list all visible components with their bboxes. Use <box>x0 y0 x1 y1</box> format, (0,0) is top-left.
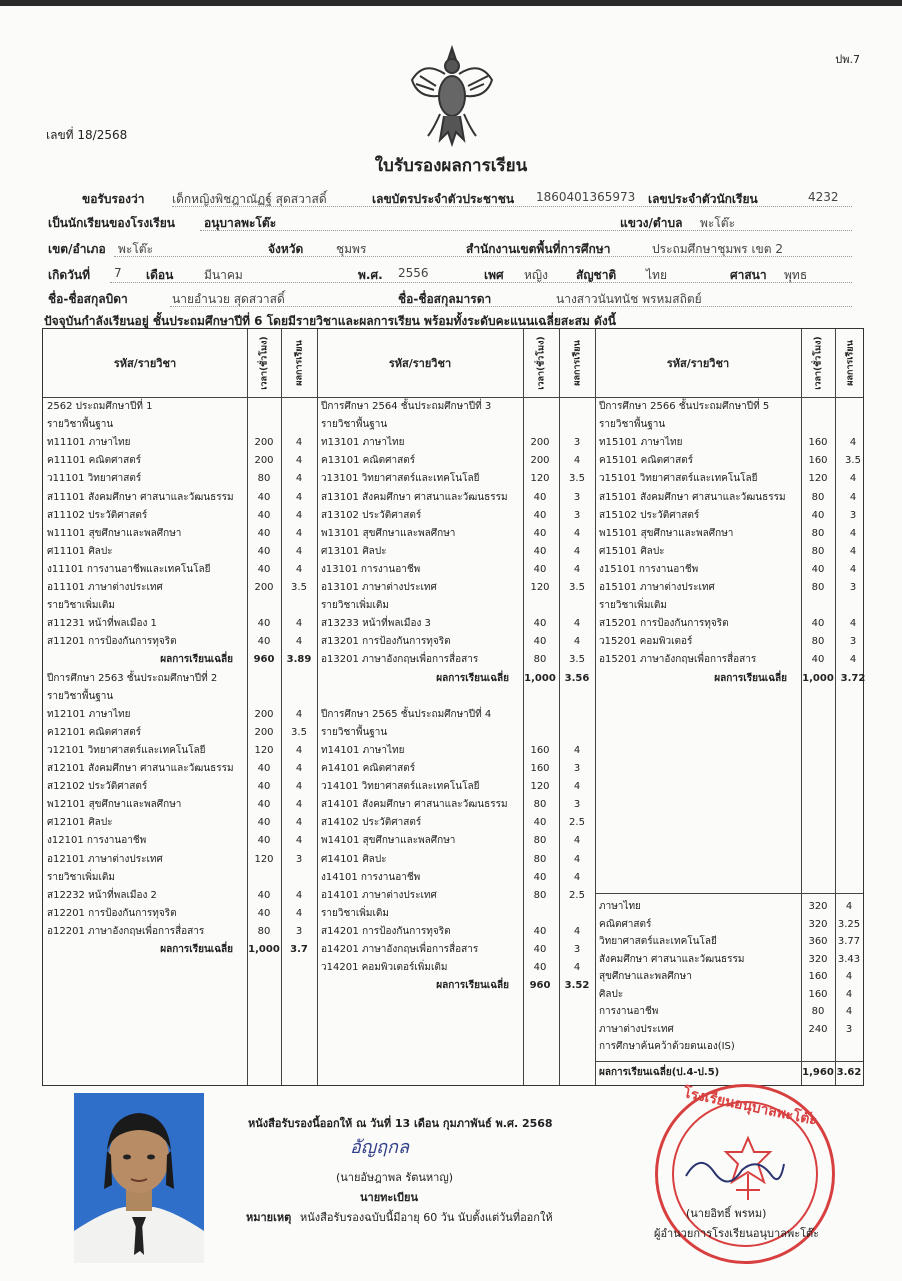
subject-name: ศ14101 ศิลปะ <box>321 853 387 865</box>
hours-value: 80 <box>533 889 547 901</box>
grade-value: 4 <box>849 545 857 557</box>
subject-name: อ15101 ภาษาต่างประเทศ <box>599 582 715 593</box>
grade-value: 4 <box>573 871 581 883</box>
subject-name: รายวิชาพื้นฐาน <box>47 690 114 702</box>
grade-value: 4 <box>573 455 581 467</box>
id-number: 1860401365973 <box>536 190 636 204</box>
hours-value: 40 <box>533 618 547 630</box>
hours-value: 40 <box>533 817 547 829</box>
summary-subject: วิทยาศาสตร์และเทคโนโลยี <box>599 936 717 947</box>
average-label: ผลการเรียนเฉลี่ย <box>436 672 509 684</box>
summary-subject: ศิลปะ <box>599 988 624 1000</box>
hours-value: 40 <box>533 636 547 648</box>
religion-label: ศาสนา <box>730 268 767 282</box>
summary-grade: 3.25 <box>837 918 861 930</box>
hours-value: 200 <box>530 455 550 467</box>
grade-value: 4 <box>295 799 303 811</box>
form-code: ปพ.7 <box>835 53 860 66</box>
grade-value: 3 <box>849 509 857 521</box>
hours-value: 80 <box>533 853 547 865</box>
hours-value: 40 <box>533 871 547 883</box>
hours-value: 80 <box>533 654 547 666</box>
grade-value: 2.5 <box>569 817 585 829</box>
hours-value: 1,000 <box>248 944 280 955</box>
grade-value: 4 <box>573 835 581 847</box>
grade-value: 3.72 <box>840 672 866 684</box>
grade-value: 4 <box>295 817 303 829</box>
hours-value: 80 <box>533 799 547 811</box>
summary-subject: ภาษาต่างประเทศ <box>599 1023 674 1035</box>
hours-value: 80 <box>811 491 825 503</box>
subject-name: ค15101 คณิตศาสตร์ <box>599 455 694 467</box>
grade-value: 3 <box>573 944 581 955</box>
statement: ปัจจุบันกำลังเรียนอยู่ ชั้นประถมศึกษาปีที่ 6 โดยมีรายวิชาและผลการเรียน พร้อมทั้งระดับคะแนนเฉลี่ยสะสม ดังนี้ <box>44 314 616 328</box>
grade-value: 4 <box>295 491 303 503</box>
grades-table <box>42 328 864 1086</box>
hours-value: 200 <box>530 437 550 449</box>
hours-value: 1,000 <box>802 672 834 684</box>
student-name: เด็กหญิงพิชฎาณัฏฐ์ สุดสวาสดิ์ <box>172 192 327 206</box>
subject-name: อ11101 ภาษาต่างประเทศ <box>47 582 163 593</box>
grade-value: 4 <box>295 509 303 521</box>
grade-value: 4 <box>573 563 581 575</box>
grade-value: 4 <box>295 835 303 847</box>
hours-value: 40 <box>257 781 271 793</box>
subject-name: ค13101 คณิตศาสตร์ <box>321 455 416 467</box>
hours-value: 40 <box>257 527 271 539</box>
grade-value: 4 <box>849 527 857 539</box>
birth-year: 2556 <box>398 266 429 280</box>
summary-hours: 240 <box>808 1023 828 1035</box>
subject-name: อ13201 ภาษาอังกฤษเพื่อการสื่อสาร <box>321 654 479 666</box>
header-hours-2: เวลา(ชั่วโมง) <box>537 336 547 390</box>
director-title: ผู้อำนวยการโรงเรียนอนุบาลพะโต๊ะ <box>654 1227 820 1240</box>
hours-value: 40 <box>257 618 271 630</box>
summary-subject: สุขศึกษาและพลศึกษา <box>599 971 692 982</box>
grade-value: 3 <box>573 763 581 774</box>
district: พะโต๊ะ <box>118 242 154 256</box>
subject-name: ง15101 การงานอาชีพ <box>599 563 699 575</box>
hours-value: 200 <box>254 455 274 467</box>
summary-total-label: ผลการเรียนเฉลี่ย(ป.4-ป.5) <box>599 1067 720 1078</box>
grade-value: 4 <box>573 744 581 756</box>
subject-name: ส11231 หน้าที่พลเมือง 1 <box>47 618 157 630</box>
birth-year-label: พ.ศ. <box>358 268 383 282</box>
hours-value: 40 <box>533 563 547 575</box>
subject-name: ส13101 สังคมศึกษา ศาสนาและวัฒนธรรม <box>321 491 508 503</box>
subject-name: ค12101 คณิตศาสตร์ <box>47 726 142 738</box>
subject-name: ส11101 สังคมศึกษา ศาสนาและวัฒนธรรม <box>47 491 234 503</box>
grade-value: 3 <box>849 636 857 648</box>
nationality: ไทย <box>646 268 667 282</box>
header-hours-3: เวลา(ชั่วโมง) <box>814 336 824 390</box>
hours-value: 40 <box>811 509 825 521</box>
birth-day: 7 <box>114 266 122 280</box>
subject-name: อ15201 ภาษาอังกฤษเพื่อการสื่อสาร <box>599 654 757 666</box>
subject-name: ส13201 การป้องกันการทุจริต <box>321 636 451 648</box>
hours-value: 80 <box>811 582 825 593</box>
hours-value: 200 <box>254 708 274 720</box>
director-name: (นายอิทธิ์ พรหม) <box>686 1207 767 1220</box>
subject-name: ท13101 ภาษาไทย <box>321 437 405 449</box>
summary-hours: 160 <box>808 988 828 1000</box>
subject-name: พ15101 สุขศึกษาและพลศึกษา <box>599 527 734 539</box>
subject-name: ว11101 วิทยาศาสตร์ <box>47 473 142 485</box>
registrar-name: (นายอัษฎาพล รัตนหาญ) <box>336 1171 454 1184</box>
hours-value: 40 <box>533 527 547 539</box>
subject-name: ส12101 สังคมศึกษา ศาสนาและวัฒนธรรม <box>47 763 234 774</box>
grade-value: 4 <box>849 437 857 449</box>
hours-value: 80 <box>257 473 271 485</box>
hours-value: 200 <box>254 437 274 449</box>
header-subject-3: รหัส/รายวิชา <box>666 357 730 370</box>
subject-name: รายวิชาพื้นฐาน <box>47 419 114 431</box>
subject-name: ส13233 หน้าที่พลเมือง 3 <box>321 618 431 630</box>
hours-value: 960 <box>529 980 551 992</box>
grade-value: 3 <box>573 799 581 811</box>
student-no-label: เลขประจำตัวนักเรียน <box>648 192 758 206</box>
mother-label: ชื่อ-ชื่อสกุลมารดา <box>398 292 492 306</box>
summary-hours: 320 <box>808 918 828 930</box>
summary-hours: 320 <box>808 953 828 965</box>
subject-name: ส15102 ประวัติศาสตร์ <box>599 509 700 521</box>
grade-value: 4 <box>295 618 303 630</box>
average-label: ผลการเรียนเฉลี่ย <box>714 672 787 684</box>
hours-value: 40 <box>257 835 271 847</box>
hours-value: 40 <box>257 545 271 557</box>
grade-value: 4 <box>295 744 303 756</box>
hours-value: 160 <box>808 455 828 467</box>
hours-value: 120 <box>254 744 274 756</box>
summary-subject: การงานอาชีพ <box>599 1006 659 1017</box>
grade-value: 4 <box>573 962 581 974</box>
hours-value: 80 <box>811 545 825 557</box>
average-label: ผลการเรียนเฉลี่ย <box>160 654 233 666</box>
grade-value: 4 <box>573 781 581 793</box>
summary-grade: 4 <box>845 1006 853 1017</box>
subject-name: ปีการศึกษา 2566 ชั้นประถมศึกษาปีที่ 5 <box>599 401 770 412</box>
grade-value: 4 <box>573 925 581 937</box>
hours-value: 40 <box>257 636 271 648</box>
grade-value: 3 <box>295 853 303 865</box>
grade-value: 4 <box>295 527 303 539</box>
grade-value: 3.52 <box>564 980 590 992</box>
grade-value: 2.5 <box>569 889 585 901</box>
seal-text: โรงเรียนอนุบาลพะโต๊ะ <box>681 1085 819 1129</box>
grade-value: 4 <box>295 563 303 575</box>
subject-name: ศ11101 ศิลปะ <box>47 545 113 557</box>
subject-name: ส15201 การป้องกันการทุจริต <box>599 618 729 630</box>
grade-value: 4 <box>849 563 857 575</box>
grade-value: 4 <box>849 654 857 666</box>
grade-value: 4 <box>295 907 303 919</box>
grade-value: 3 <box>849 582 857 593</box>
area-office: ประถมศึกษาชุมพร เขต 2 <box>652 242 783 256</box>
subdistrict-label: แขวง/ตำบล <box>620 216 683 230</box>
summary-subject: ภาษาไทย <box>599 901 641 912</box>
subject-name: ง11101 การงานอาชีพและเทคโนโลยี <box>47 563 211 575</box>
grade-value: 3 <box>573 509 581 521</box>
father-name: นายอำนวย สุดสวาสดิ์ <box>172 292 285 306</box>
subject-name: ว14101 วิทยาศาสตร์และเทคโนโลยี <box>321 781 480 793</box>
summary-subject: คณิตศาสตร์ <box>599 918 652 930</box>
grade-value: 3.5 <box>845 455 861 467</box>
grade-value: 4 <box>573 527 581 539</box>
garuda-emblem-icon <box>404 40 500 148</box>
nationality-label: สัญชาติ <box>576 268 617 282</box>
sex-label: เพศ <box>484 268 504 282</box>
hours-value: 40 <box>257 563 271 575</box>
summary-subject: การศึกษาค้นคว้าด้วยตนเอง(IS) <box>599 1041 735 1052</box>
birth-month-label: เดือน <box>146 268 174 282</box>
subject-name: ท15101 ภาษาไทย <box>599 437 683 449</box>
student-photo <box>74 1093 204 1263</box>
hours-value: 120 <box>808 473 828 485</box>
subject-name: ปีการศึกษา 2564 ชั้นประถมศึกษาปีที่ 3 <box>321 401 492 412</box>
subject-name: ศ12101 ศิลปะ <box>47 817 113 829</box>
grade-value: 4 <box>295 889 303 901</box>
subject-name: อ14101 ภาษาต่างประเทศ <box>321 889 437 901</box>
grade-value: 4 <box>295 437 303 449</box>
header-grade-1: ผลการเรียน <box>295 340 305 386</box>
grade-value: 3.5 <box>569 654 585 666</box>
subject-name: ง13101 การงานอาชีพ <box>321 563 421 575</box>
subject-name: ว15201 คอมพิวเตอร์ <box>599 636 693 648</box>
hours-value: 40 <box>533 944 547 955</box>
subject-name: รายวิชาเพิ่มเติม <box>599 600 667 612</box>
header-subject-2: รหัส/รายวิชา <box>388 357 452 370</box>
subdistrict: พะโต๊ะ <box>700 216 736 230</box>
hours-value: 40 <box>811 618 825 630</box>
father-label: ชื่อ-ชื่อสกุลบิดา <box>48 292 128 306</box>
summary-grade: 4 <box>845 971 853 982</box>
grade-value: 3 <box>573 437 581 449</box>
subject-name: ท11101 ภาษาไทย <box>47 437 131 449</box>
hours-value: 120 <box>530 781 550 793</box>
hours-value: 120 <box>530 582 550 593</box>
subject-name: ปีการศึกษา 2565 ชั้นประถมศึกษาปีที่ 4 <box>321 708 492 720</box>
hours-value: 80 <box>811 636 825 648</box>
hours-value: 40 <box>257 799 271 811</box>
subject-name: ค14101 คณิตศาสตร์ <box>321 763 416 774</box>
hours-value: 80 <box>811 527 825 539</box>
subject-name: ว13101 วิทยาศาสตร์และเทคโนโลยี <box>321 473 480 485</box>
mother-name: นางสาวนันทนัช พรหมสถิตย์ <box>556 292 702 306</box>
note-text: หนังสือรับรองฉบับนี้มีอายุ 60 วัน นับตั้งแต่วันที่ออกให้ <box>300 1211 553 1224</box>
hours-value: 160 <box>808 437 828 449</box>
hours-value: 40 <box>257 763 271 774</box>
header-grade-2: ผลการเรียน <box>573 340 583 386</box>
subject-name: รายวิชาเพิ่มเติม <box>47 600 115 612</box>
summary-grade: 3.43 <box>837 953 861 965</box>
grade-value: 3 <box>295 925 303 937</box>
subject-name: พ12101 สุขศึกษาและพลศึกษา <box>47 799 182 811</box>
subject-name: ว12101 วิทยาศาสตร์และเทคโนโลยี <box>47 744 206 756</box>
hours-value: 40 <box>533 962 547 974</box>
grade-value: 4 <box>573 853 581 865</box>
hours-value: 200 <box>254 726 274 738</box>
grade-value: 3.89 <box>286 654 312 666</box>
hours-value: 80 <box>257 925 271 937</box>
hours-value: 1,000 <box>524 672 556 684</box>
grade-value: 4 <box>295 636 303 648</box>
province: ชุมพร <box>336 242 367 256</box>
summary-grade: 4 <box>845 901 853 912</box>
issue-date: หนังสือรับรองนี้ออกให้ ณ วันที่ 13 เดือน กุมภาพันธ์ พ.ศ. 2568 <box>248 1117 553 1130</box>
area-office-label: สำนักงานเขตพื้นที่การศึกษา <box>466 242 611 256</box>
subject-name: อ12201 ภาษาอังกฤษเพื่อการสื่อสาร <box>47 925 205 937</box>
subject-name: ศ13101 ศิลปะ <box>321 545 387 557</box>
subject-name: 2562 ประถมศึกษาปีที่ 1 <box>47 401 153 412</box>
summary-hours: 80 <box>811 1006 825 1017</box>
summary-grade: 3 <box>845 1023 853 1035</box>
grade-value: 4 <box>849 473 857 485</box>
subject-name: ง12101 การงานอาชีพ <box>47 835 147 847</box>
subject-name: ค11101 คณิตศาสตร์ <box>47 455 142 467</box>
subject-name: ปีการศึกษา 2563 ชั้นประถมศึกษาปีที่ 2 <box>47 672 218 684</box>
province-label: จังหวัด <box>268 242 304 256</box>
subject-name: ส12232 หน้าที่พลเมือง 2 <box>47 889 157 901</box>
subject-name: ง14101 การงานอาชีพ <box>321 871 421 883</box>
page-title: ใบรับรองผลการเรียน <box>374 156 528 176</box>
subject-name: ส14102 ประวัติศาสตร์ <box>321 817 422 829</box>
subject-name: พ14101 สุขศึกษาและพลศึกษา <box>321 835 456 847</box>
religion: พุทธ <box>784 268 808 282</box>
hours-value: 120 <box>530 473 550 485</box>
hours-value: 40 <box>257 817 271 829</box>
subject-name: ส11102 ประวัติศาสตร์ <box>47 509 148 521</box>
subject-name: อ13101 ภาษาต่างประเทศ <box>321 582 437 593</box>
doc-number: เลขที่ 18/2568 <box>46 128 128 142</box>
hours-value: 160 <box>530 744 550 756</box>
grade-value: 4 <box>849 491 857 503</box>
header-hours-1: เวลา(ชั่วโมง) <box>260 336 270 390</box>
summary-grade: 4 <box>845 988 853 1000</box>
certify-label: ขอรับรองว่า <box>82 192 145 206</box>
grade-value: 3.5 <box>569 473 585 485</box>
registrar-signature: อัญฤกล <box>350 1137 409 1158</box>
hours-value: 160 <box>530 763 550 774</box>
subject-name: ส11201 การป้องกันการทุจริต <box>47 636 177 648</box>
grade-value: 4 <box>573 545 581 557</box>
summary-hours: 320 <box>808 901 828 912</box>
subject-name: ส14201 การป้องกันการทุจริต <box>321 925 451 937</box>
grade-value: 3.56 <box>564 672 590 684</box>
student-no: 4232 <box>808 190 839 204</box>
subject-name: ว14201 คอมพิวเตอร์เพิ่มเติม <box>321 962 448 974</box>
note-label: หมายเหตุ <box>246 1211 292 1224</box>
header-subject-1: รหัส/รายวิชา <box>113 357 177 370</box>
subject-name: ท12101 ภาษาไทย <box>47 708 131 720</box>
grade-value: 4 <box>849 618 857 630</box>
subject-name: ส13102 ประวัติศาสตร์ <box>321 509 422 521</box>
sex: หญิง <box>524 268 548 282</box>
subject-name: รายวิชาพื้นฐาน <box>321 419 388 431</box>
subject-name: ท14101 ภาษาไทย <box>321 744 405 756</box>
subject-name: ศ15101 ศิลปะ <box>599 545 665 557</box>
birth-day-label: เกิดวันที่ <box>48 268 91 282</box>
hours-value: 200 <box>254 582 274 593</box>
grade-value: 4 <box>573 636 581 648</box>
hours-value: 40 <box>257 509 271 521</box>
hours-value: 40 <box>257 889 271 901</box>
grade-value: 3 <box>573 491 581 503</box>
summary-total-hours: 1,960 <box>802 1067 834 1078</box>
student-portrait-icon <box>74 1093 204 1263</box>
director-signature-icon <box>680 1146 790 1196</box>
hours-value: 40 <box>257 907 271 919</box>
grade-value: 3.7 <box>290 944 308 955</box>
registrar-title: นายทะเบียน <box>360 1191 419 1204</box>
grade-value: 4 <box>295 708 303 720</box>
summary-hours: 160 <box>808 971 828 982</box>
hours-value: 40 <box>533 491 547 503</box>
subject-name: อ14201 ภาษาอังกฤษเพื่อการสื่อสาร <box>321 944 479 955</box>
subject-name: พ13101 สุขศึกษาและพลศึกษา <box>321 527 456 539</box>
grade-value: 4 <box>295 763 303 774</box>
subject-name: รายวิชาเพิ่มเติม <box>47 871 115 883</box>
school-name: อนุบาลพะโต๊ะ <box>204 216 277 230</box>
hours-value: 80 <box>533 835 547 847</box>
grade-value: 4 <box>295 455 303 467</box>
grade-value: 4 <box>573 618 581 630</box>
subject-name: ส12201 การป้องกันการทุจริต <box>47 907 177 919</box>
subject-name: พ11101 สุขศึกษาและพลศึกษา <box>47 527 182 539</box>
summary-total-grade: 3.62 <box>836 1067 862 1078</box>
subject-name: รายวิชาพื้นฐาน <box>599 419 666 431</box>
subject-name: ส14101 สังคมศึกษา ศาสนาและวัฒนธรรม <box>321 799 508 811</box>
hours-value: 40 <box>257 491 271 503</box>
subject-name: รายวิชาเพิ่มเติม <box>321 907 389 919</box>
hours-value: 960 <box>253 654 275 666</box>
subject-name: ส15101 สังคมศึกษา ศาสนาและวัฒนธรรม <box>599 491 786 503</box>
grade-value: 3.5 <box>291 582 307 593</box>
grade-value: 4 <box>295 545 303 557</box>
subject-name: ว15101 วิทยาศาสตร์และเทคโนโลยี <box>599 473 758 485</box>
subject-name: รายวิชาพื้นฐาน <box>321 726 388 738</box>
hours-value: 40 <box>533 509 547 521</box>
hours-value: 120 <box>254 853 274 865</box>
certificate-page <box>0 6 902 1281</box>
birth-month: มีนาคม <box>204 268 243 282</box>
summary-subject: สังคมศึกษา ศาสนาและวัฒนธรรม <box>599 953 745 965</box>
grade-value: 4 <box>295 473 303 485</box>
district-label: เขต/อำเภอ <box>48 242 106 256</box>
grade-value: 3.5 <box>291 726 307 738</box>
header-grade-3: ผลการเรียน <box>846 340 856 386</box>
school-label: เป็นนักเรียนของโรงเรียน <box>48 216 175 230</box>
hours-value: 40 <box>811 563 825 575</box>
subject-name: อ12101 ภาษาต่างประเทศ <box>47 853 163 865</box>
summary-grade: 3.77 <box>837 936 861 947</box>
hours-value: 40 <box>533 925 547 937</box>
grade-value: 4 <box>295 781 303 793</box>
hours-value: 40 <box>533 545 547 557</box>
hours-value: 40 <box>811 654 825 666</box>
subject-name: ส12102 ประวัติศาสตร์ <box>47 781 148 793</box>
subject-name: รายวิชาเพิ่มเติม <box>321 600 389 612</box>
average-label: ผลการเรียนเฉลี่ย <box>436 980 509 992</box>
summary-hours: 360 <box>808 936 828 947</box>
id-label: เลขบัตรประจำตัวประชาชน <box>372 192 515 206</box>
average-label: ผลการเรียนเฉลี่ย <box>160 944 233 955</box>
grade-value: 3.5 <box>569 582 585 593</box>
